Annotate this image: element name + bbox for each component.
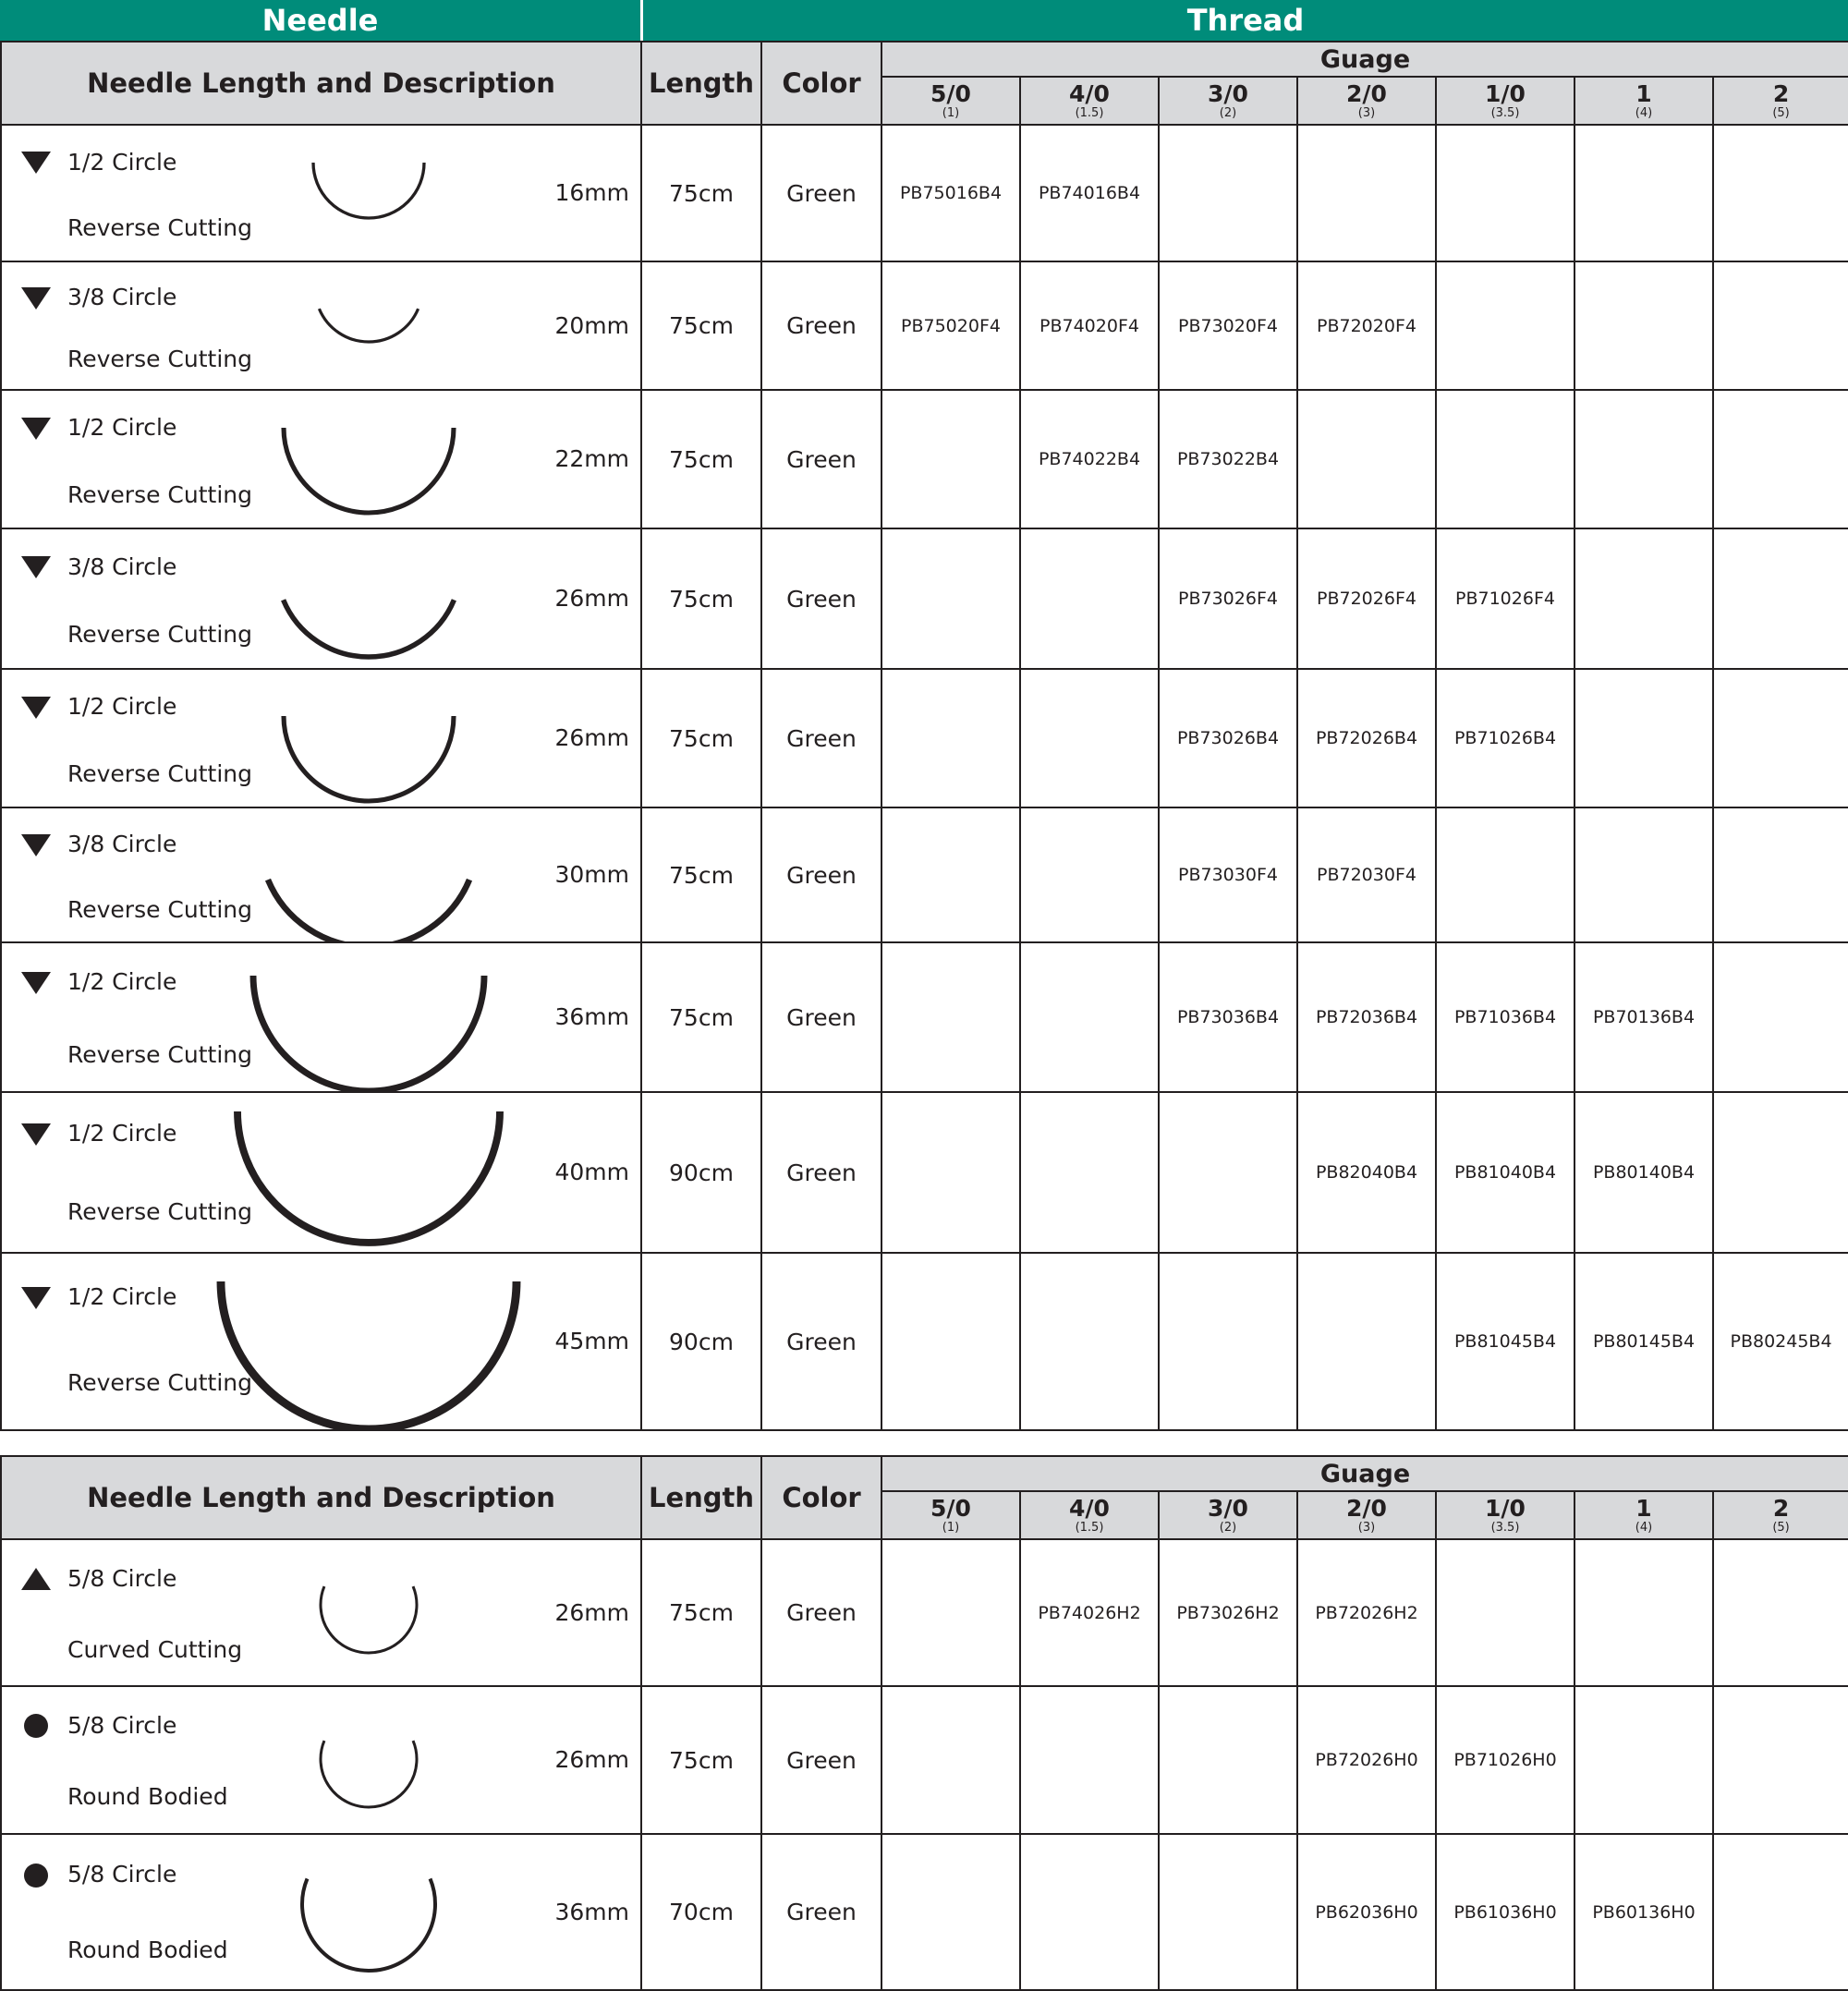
needle-size: 22mm xyxy=(554,445,629,472)
product-code: PB71026B4 xyxy=(1436,669,1574,807)
table-row xyxy=(1,125,1848,261)
product-code xyxy=(1020,942,1159,1092)
needle-description-cell xyxy=(1,1092,641,1253)
thread-color: Green xyxy=(761,528,881,669)
color-header: Color xyxy=(761,1456,881,1539)
gauge-column-header xyxy=(1713,77,1848,125)
product-code xyxy=(1574,807,1713,942)
product-code xyxy=(1159,125,1297,261)
product-code xyxy=(1436,1539,1574,1686)
needle-type: Reverse Cutting xyxy=(67,760,252,787)
description-header: Needle Length and Description xyxy=(1,42,641,125)
gauge-label: 5/0 xyxy=(930,80,971,107)
needle-type: Round Bodied xyxy=(67,1783,228,1810)
gauge-label: 1 xyxy=(1635,1495,1652,1522)
needle-type: Reverse Cutting xyxy=(67,481,252,508)
half-circle-needle-icon xyxy=(2,1093,641,1252)
five-eighths-circle-needle-icon xyxy=(2,1835,641,1989)
table-row xyxy=(1,1834,1848,1990)
gauge-column-header xyxy=(1574,77,1713,125)
thread-length: 75cm xyxy=(641,807,761,942)
needle-type: Reverse Cutting xyxy=(67,1198,252,1225)
table-row xyxy=(1,1092,1848,1253)
product-code: PB75016B4 xyxy=(881,125,1020,261)
color-header: Color xyxy=(761,42,881,125)
needle-curvature: 5/8 Circle xyxy=(67,1861,177,1888)
thread-color: Green xyxy=(761,669,881,807)
needle-shape-marker xyxy=(20,1285,52,1315)
needle-shape-marker xyxy=(20,285,52,315)
product-code: PB80245B4 xyxy=(1713,1253,1848,1430)
product-code xyxy=(881,390,1020,528)
gauge-sub-label: (2) xyxy=(1219,106,1237,120)
product-code xyxy=(1713,807,1848,942)
product-code: PB82040B4 xyxy=(1297,1092,1436,1253)
table-row xyxy=(1,1539,1848,1686)
gauge-label: 5/0 xyxy=(930,1495,971,1522)
needle-description xyxy=(2,1254,641,1429)
product-code xyxy=(1713,390,1848,528)
product-code xyxy=(1574,1539,1713,1686)
needle-curvature: 1/2 Circle xyxy=(67,414,177,441)
gauge-label: 1/0 xyxy=(1485,1495,1526,1522)
thread-color: Green xyxy=(761,1092,881,1253)
needle-description xyxy=(2,126,641,261)
product-code xyxy=(881,1539,1020,1686)
needle-table-2 xyxy=(0,1455,1848,1991)
triangle-down-icon xyxy=(20,554,52,580)
length-header: Length xyxy=(641,42,761,125)
gauge-label: 1/0 xyxy=(1485,80,1526,107)
product-code xyxy=(1713,942,1848,1092)
needle-curvature: 3/8 Circle xyxy=(67,284,177,310)
gauge-sub-label: (1.5) xyxy=(1075,1521,1104,1535)
product-code: PB73026B4 xyxy=(1159,669,1297,807)
length-header: Length xyxy=(641,1456,761,1539)
product-code xyxy=(1436,125,1574,261)
needle-type: Curved Cutting xyxy=(67,1636,243,1663)
product-code: PB74026H2 xyxy=(1020,1539,1159,1686)
product-code: PB81040B4 xyxy=(1436,1092,1574,1253)
product-code xyxy=(1297,390,1436,528)
thread-color: Green xyxy=(761,1686,881,1834)
five-eighths-circle-needle-icon xyxy=(2,1687,641,1833)
needle-description xyxy=(2,1835,641,1989)
thread-color: Green xyxy=(761,261,881,390)
triangle-down-icon xyxy=(20,416,52,442)
needle-description-cell xyxy=(1,125,641,261)
product-code xyxy=(1713,528,1848,669)
needle-size: 20mm xyxy=(554,312,629,339)
thread-length: 75cm xyxy=(641,942,761,1092)
gauge-column-header xyxy=(1159,77,1297,125)
gauge-column-header xyxy=(1159,1491,1297,1539)
thread-length: 75cm xyxy=(641,528,761,669)
needle-type: Reverse Cutting xyxy=(67,1041,252,1068)
needle-size: 16mm xyxy=(554,179,629,206)
needle-size: 45mm xyxy=(554,1328,629,1354)
product-code xyxy=(1436,390,1574,528)
gauge-column-header xyxy=(881,1491,1020,1539)
product-code: PB72026F4 xyxy=(1297,528,1436,669)
thread-length: 75cm xyxy=(641,669,761,807)
table-row xyxy=(1,942,1848,1092)
needle-curvature: 5/8 Circle xyxy=(67,1565,177,1592)
needle-description xyxy=(2,1540,641,1685)
product-code: PB80145B4 xyxy=(1574,1253,1713,1430)
needle-curvature: 1/2 Circle xyxy=(67,693,177,720)
needle-shape-marker xyxy=(20,416,52,445)
gauge-sub-label: (5) xyxy=(1772,1521,1790,1535)
needle-curvature: 3/8 Circle xyxy=(67,831,177,857)
needle-curvature: 1/2 Circle xyxy=(67,968,177,995)
thread-length: 75cm xyxy=(641,261,761,390)
thread-length: 75cm xyxy=(641,125,761,261)
thread-length: 70cm xyxy=(641,1834,761,1990)
needle-shape-marker xyxy=(20,970,52,1000)
needle-description xyxy=(2,262,641,389)
thread-color: Green xyxy=(761,1539,881,1686)
product-code: PB73026F4 xyxy=(1159,528,1297,669)
triangle-down-icon xyxy=(20,285,52,311)
product-code: PB73026H2 xyxy=(1159,1539,1297,1686)
gauge-label: 3/0 xyxy=(1208,1495,1248,1522)
product-code xyxy=(1159,1686,1297,1834)
product-code: PB73022B4 xyxy=(1159,390,1297,528)
table-row xyxy=(1,807,1848,942)
guage-header: Guage xyxy=(881,42,1848,77)
product-code xyxy=(881,942,1020,1092)
needle-size: 30mm xyxy=(554,861,629,888)
gauge-sub-label: (4) xyxy=(1635,106,1653,120)
gauge-sub-label: (3.5) xyxy=(1490,106,1520,120)
header-banner xyxy=(0,0,1848,41)
product-code xyxy=(1020,528,1159,669)
needle-shape-marker xyxy=(20,695,52,724)
product-code xyxy=(1713,1834,1848,1990)
needle-size: 36mm xyxy=(554,1003,629,1030)
half-circle-needle-icon xyxy=(2,1254,641,1429)
gauge-column-header xyxy=(1713,1491,1848,1539)
thread-color: Green xyxy=(761,1253,881,1430)
product-code xyxy=(1020,1092,1159,1253)
needle-description xyxy=(2,1093,641,1252)
needle-type: Reverse Cutting xyxy=(67,214,252,241)
needle-curvature: 3/8 Circle xyxy=(67,553,177,580)
needle-description-cell xyxy=(1,669,641,807)
product-code xyxy=(1574,125,1713,261)
gauge-sub-label: (1) xyxy=(942,1521,960,1535)
gauge-column-header xyxy=(1020,77,1159,125)
needle-description xyxy=(2,1687,641,1833)
needle-shape-marker xyxy=(20,1566,52,1596)
table-row xyxy=(1,528,1848,669)
thread-color: Green xyxy=(761,807,881,942)
half-circle-needle-icon xyxy=(2,943,641,1091)
product-code xyxy=(881,669,1020,807)
needle-description-cell xyxy=(1,528,641,669)
product-code xyxy=(881,807,1020,942)
description-header: Needle Length and Description xyxy=(1,1456,641,1539)
table-row xyxy=(1,261,1848,390)
triangle-down-icon xyxy=(20,1122,52,1147)
guage-header: Guage xyxy=(881,1456,1848,1491)
gauge-sub-label: (3) xyxy=(1357,1521,1376,1535)
needle-type: Reverse Cutting xyxy=(67,346,252,372)
product-code: PB70136B4 xyxy=(1574,942,1713,1092)
product-code xyxy=(1159,1253,1297,1430)
product-code xyxy=(1574,390,1713,528)
needle-curvature: 5/8 Circle xyxy=(67,1712,177,1739)
table-row xyxy=(1,1253,1848,1430)
needle-size: 26mm xyxy=(554,724,629,751)
product-code: PB72026H0 xyxy=(1297,1686,1436,1834)
product-code xyxy=(1713,261,1848,390)
gauge-sub-label: (1) xyxy=(942,106,960,120)
gauge-sub-label: (1.5) xyxy=(1075,106,1104,120)
gauge-label: 4/0 xyxy=(1069,1495,1110,1522)
needle-shape-marker xyxy=(20,832,52,862)
triangle-down-icon xyxy=(20,150,52,176)
triangle-up-icon xyxy=(20,1566,52,1592)
needle-description-cell xyxy=(1,1539,641,1686)
needle-size: 26mm xyxy=(554,585,629,612)
product-code: PB75020F4 xyxy=(881,261,1020,390)
product-code xyxy=(1574,528,1713,669)
thread-length: 90cm xyxy=(641,1253,761,1430)
table-row xyxy=(1,390,1848,528)
needle-shape-marker xyxy=(20,1122,52,1151)
gauge-column-header xyxy=(1020,1491,1159,1539)
thread-color: Green xyxy=(761,942,881,1092)
needle-shape-marker xyxy=(20,554,52,584)
product-code xyxy=(881,528,1020,669)
needle-shape-marker xyxy=(20,1713,52,1742)
product-code: PB72020F4 xyxy=(1297,261,1436,390)
gauge-sub-label: (4) xyxy=(1635,1521,1653,1535)
product-code xyxy=(1713,1539,1848,1686)
gauge-sub-label: (3.5) xyxy=(1490,1521,1520,1535)
needle-curvature: 1/2 Circle xyxy=(67,1283,177,1310)
needle-type: Reverse Cutting xyxy=(67,621,252,648)
product-code xyxy=(1020,669,1159,807)
needle-description-cell xyxy=(1,807,641,942)
gauge-sub-label: (5) xyxy=(1772,106,1790,120)
product-code: PB60136H0 xyxy=(1574,1834,1713,1990)
needle-description-cell xyxy=(1,1834,641,1990)
product-code: PB74020F4 xyxy=(1020,261,1159,390)
header-row xyxy=(1,1456,1848,1491)
product-code xyxy=(1159,1092,1297,1253)
product-code xyxy=(881,1834,1020,1990)
product-code: PB73036B4 xyxy=(1159,942,1297,1092)
thread-length: 75cm xyxy=(641,390,761,528)
gauge-column-header xyxy=(881,77,1020,125)
needle-description xyxy=(2,670,641,807)
product-code: PB80140B4 xyxy=(1574,1092,1713,1253)
gauge-column-header xyxy=(1574,1491,1713,1539)
gauge-label: 3/0 xyxy=(1208,80,1248,107)
product-code xyxy=(1020,1834,1159,1990)
needle-description xyxy=(2,808,641,941)
product-code: PB71026F4 xyxy=(1436,528,1574,669)
triangle-down-icon xyxy=(20,1285,52,1311)
needle-curvature: 1/2 Circle xyxy=(67,149,177,176)
gauge-column-header xyxy=(1297,1491,1436,1539)
product-code xyxy=(1159,1834,1297,1990)
thread-length: 75cm xyxy=(641,1539,761,1686)
product-code xyxy=(1436,807,1574,942)
product-code xyxy=(1020,1253,1159,1430)
gauge-sub-label: (2) xyxy=(1219,1521,1237,1535)
triangle-down-icon xyxy=(20,832,52,858)
thread-length: 75cm xyxy=(641,1686,761,1834)
product-code: PB72026H2 xyxy=(1297,1539,1436,1686)
gauge-label: 2 xyxy=(1772,1495,1790,1522)
thread-color: Green xyxy=(761,390,881,528)
needle-section-title: Needle xyxy=(261,3,379,38)
gauge-sub-label: (3) xyxy=(1357,106,1376,120)
product-code: PB72026B4 xyxy=(1297,669,1436,807)
product-code xyxy=(1713,1092,1848,1253)
product-code xyxy=(881,1092,1020,1253)
product-code: PB73030F4 xyxy=(1159,807,1297,942)
product-code: PB74022B4 xyxy=(1020,390,1159,528)
product-code xyxy=(1713,669,1848,807)
needle-size: 26mm xyxy=(554,1599,629,1626)
triangle-down-icon xyxy=(20,970,52,996)
needle-type: Reverse Cutting xyxy=(67,1369,252,1396)
product-code xyxy=(1574,669,1713,807)
product-code: PB71026H0 xyxy=(1436,1686,1574,1834)
needle-description-cell xyxy=(1,261,641,390)
triangle-down-icon xyxy=(20,695,52,721)
needle-size: 36mm xyxy=(554,1899,629,1925)
table-row xyxy=(1,669,1848,807)
gauge-label: 2/0 xyxy=(1346,1495,1387,1522)
needle-description xyxy=(2,943,641,1091)
product-code xyxy=(1297,1253,1436,1430)
product-code: PB81045B4 xyxy=(1436,1253,1574,1430)
needle-shape-marker xyxy=(20,150,52,179)
product-code xyxy=(1020,807,1159,942)
product-code xyxy=(881,1253,1020,1430)
product-code: PB74016B4 xyxy=(1020,125,1159,261)
thread-color: Green xyxy=(761,1834,881,1990)
product-code: PB72030F4 xyxy=(1297,807,1436,942)
thread-length: 90cm xyxy=(641,1092,761,1253)
needle-type: Round Bodied xyxy=(67,1936,228,1963)
thread-color: Green xyxy=(761,125,881,261)
product-code xyxy=(1574,261,1713,390)
needle-size: 26mm xyxy=(554,1746,629,1773)
gauge-label: 2/0 xyxy=(1346,80,1387,107)
needle-description xyxy=(2,391,641,528)
gauge-label: 4/0 xyxy=(1069,80,1110,107)
gauge-label: 1 xyxy=(1635,80,1652,107)
five-eighths-circle-needle-icon xyxy=(2,1540,641,1685)
needle-size: 40mm xyxy=(554,1159,629,1185)
gauge-column-header xyxy=(1297,77,1436,125)
needle-description-cell xyxy=(1,1253,641,1430)
gauge-column-header xyxy=(1436,1491,1574,1539)
product-code: PB73020F4 xyxy=(1159,261,1297,390)
product-code: PB61036H0 xyxy=(1436,1834,1574,1990)
gauge-label: 2 xyxy=(1772,80,1790,107)
product-code: PB71036B4 xyxy=(1436,942,1574,1092)
thread-section-title: Thread xyxy=(1186,3,1305,38)
needle-description-cell xyxy=(1,390,641,528)
needle-description-cell xyxy=(1,942,641,1092)
round-dot-icon xyxy=(20,1713,52,1739)
product-code xyxy=(1020,1686,1159,1834)
product-code: PB62036H0 xyxy=(1297,1834,1436,1990)
product-code xyxy=(1297,125,1436,261)
product-code xyxy=(1436,261,1574,390)
table-row xyxy=(1,1686,1848,1834)
needle-shape-marker xyxy=(20,1863,52,1892)
product-code xyxy=(881,1686,1020,1834)
product-code xyxy=(1713,1686,1848,1834)
needle-type: Reverse Cutting xyxy=(67,896,252,923)
needle-description-cell xyxy=(1,1686,641,1834)
needle-description xyxy=(2,529,641,668)
needle-curvature: 1/2 Circle xyxy=(67,1120,177,1147)
round-dot-icon xyxy=(20,1863,52,1888)
needle-table-1 xyxy=(0,41,1848,1431)
product-code xyxy=(1574,1686,1713,1834)
product-code: PB72036B4 xyxy=(1297,942,1436,1092)
gauge-column-header xyxy=(1436,77,1574,125)
product-code xyxy=(1713,125,1848,261)
header-row xyxy=(1,42,1848,77)
